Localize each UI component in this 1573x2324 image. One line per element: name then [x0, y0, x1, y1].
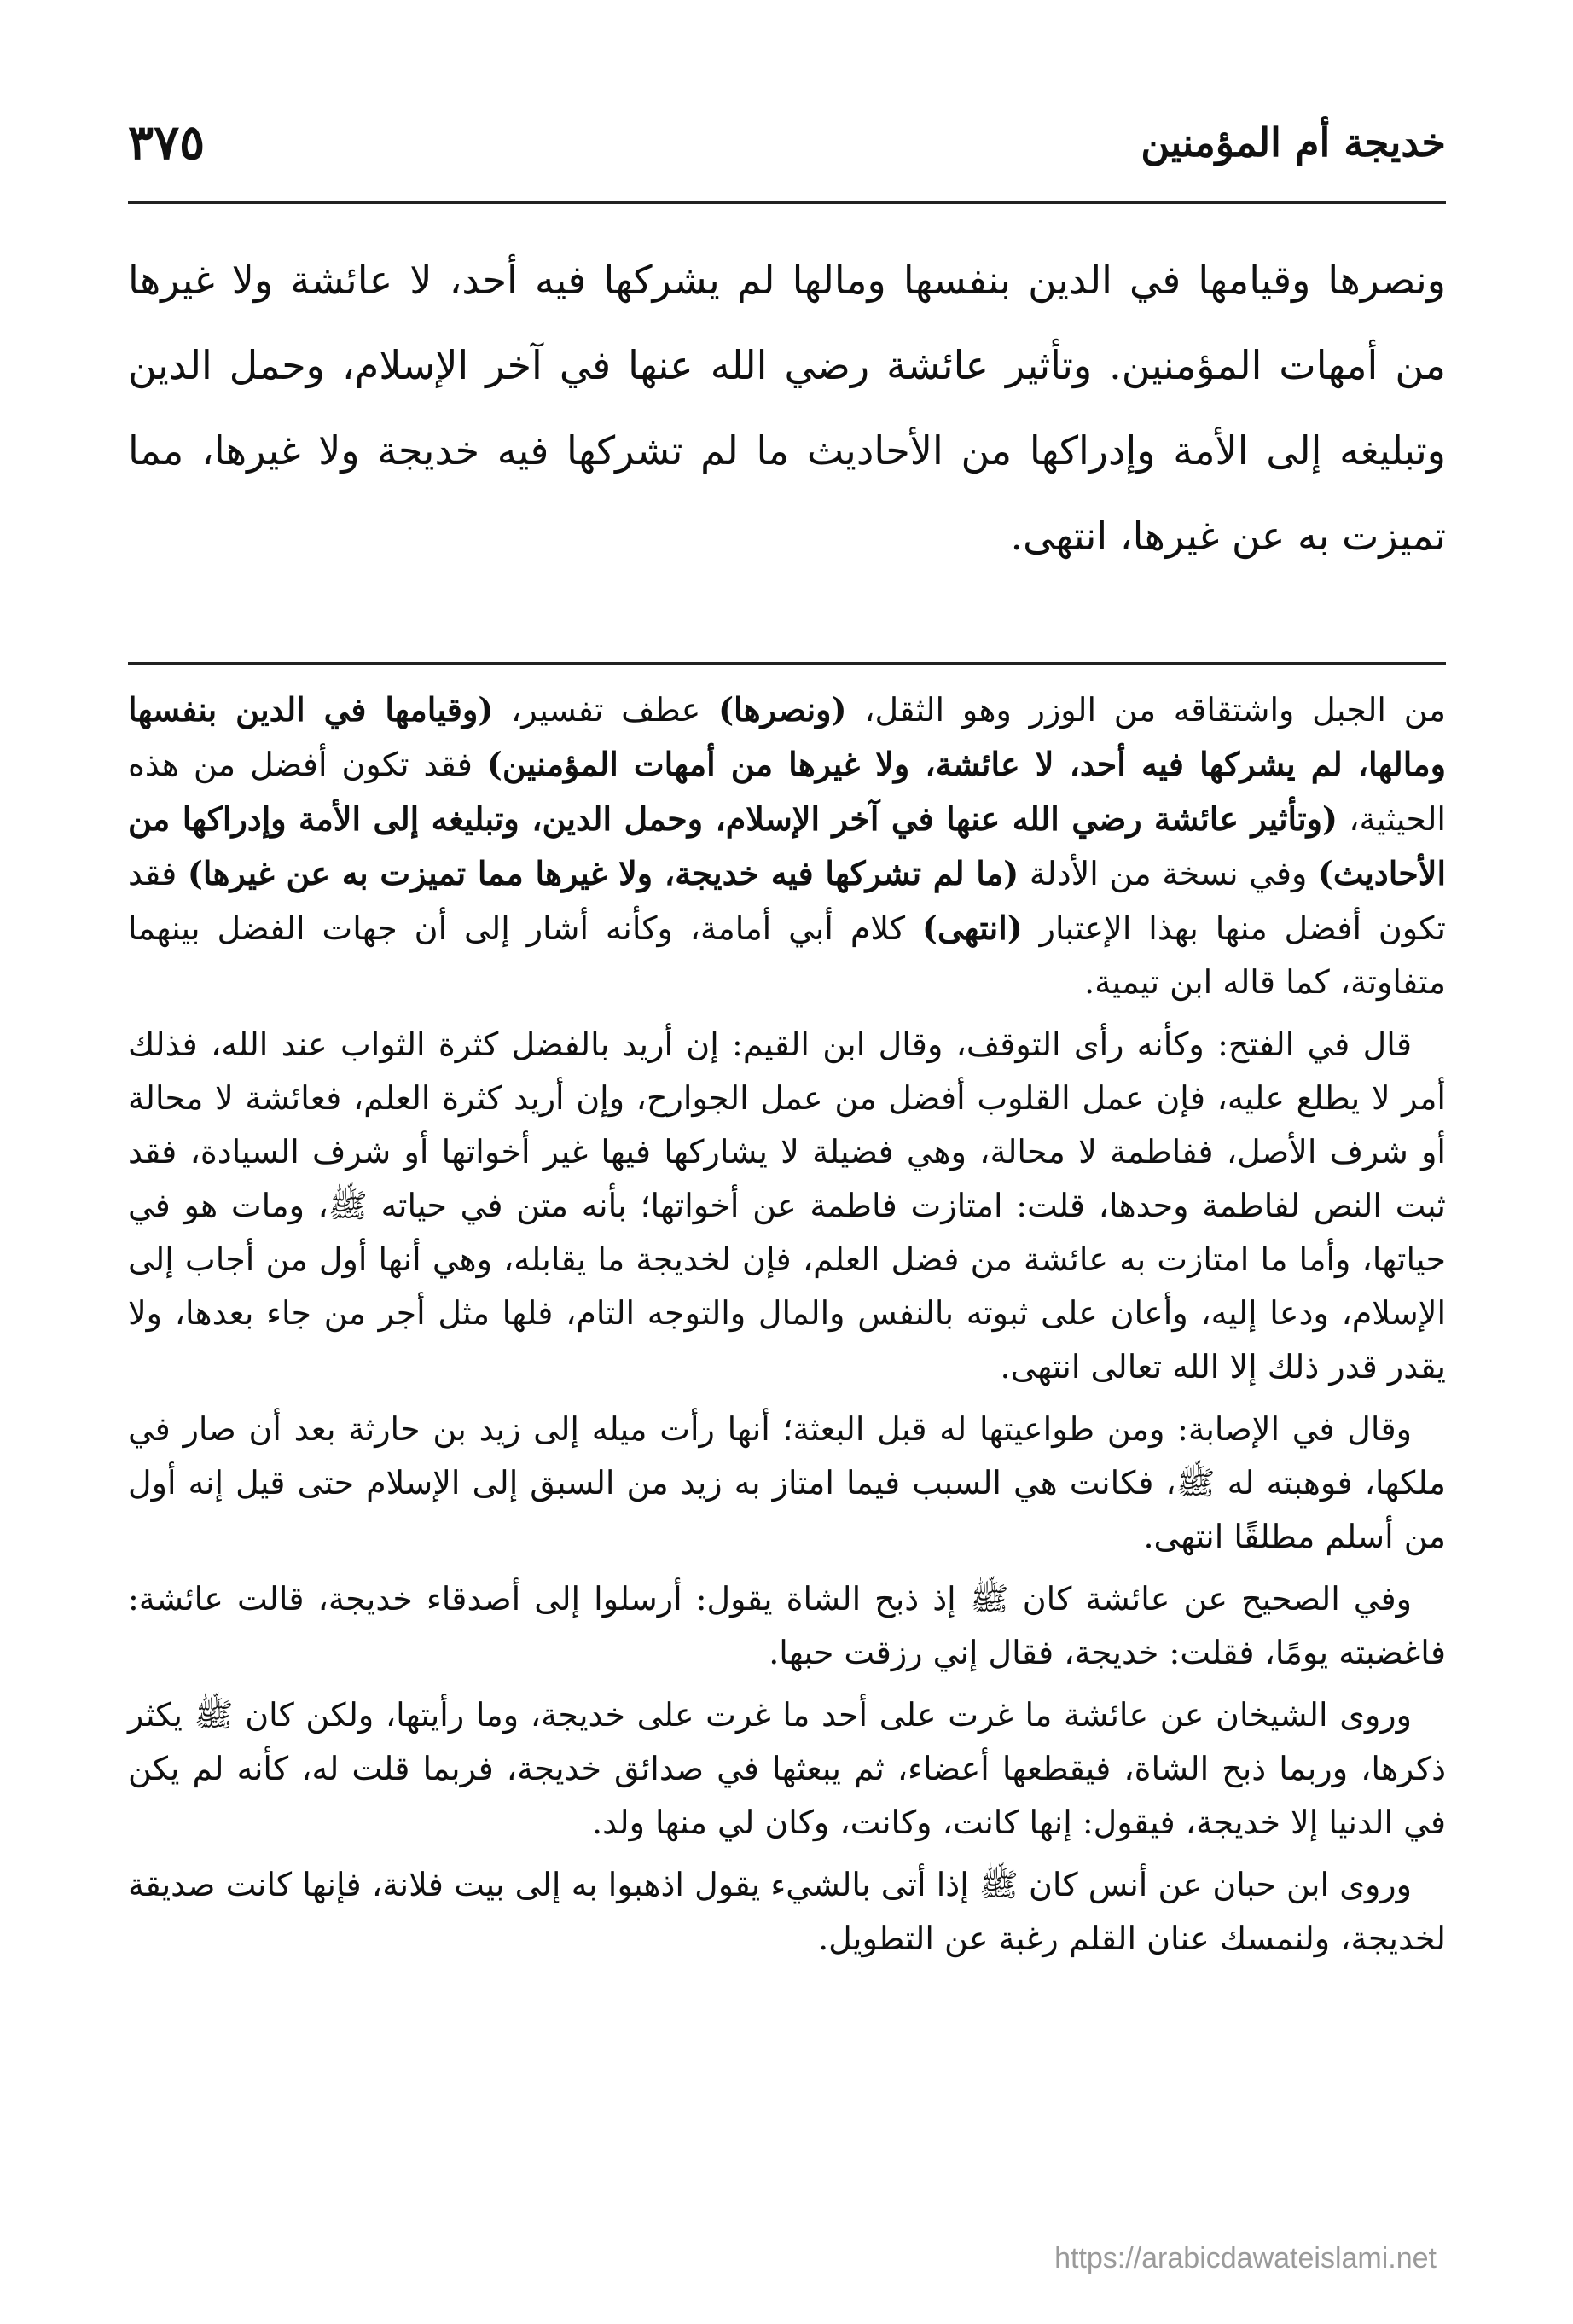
- commentary-paragraph-1: [128, 683, 1446, 1009]
- commentary-text: وفي نسخة من الأدلة: [1019, 855, 1318, 892]
- commentary-text: عطف تفسير،: [493, 691, 719, 729]
- quoted-matn: (وتأثير عائشة رضي الله عنها في آخر الإسلام، وحمل الدين، وتبليغه إلى الأمة وإدراكها من الأحاديث): [128, 799, 1446, 892]
- commentary-text: كلام أبي أمامة، وكأنه أشار إلى أن جهات الفضل بينهما متفاوتة، كما قاله ابن تيمية.: [128, 909, 1446, 1001]
- watermark-url: https://arabicdawateislami.net: [1054, 2242, 1437, 2275]
- commentary-paragraph-4: وفي الصحيح عن عائشة كان ﷺ إذ ذبح الشاة يقول: أرسلوا إلى أصدقاء خديجة، قالت عائشة: فاغضبته يومًا، فقلت: خديجة، فقال إني رزقت حبها.: [128, 1580, 1446, 1671]
- commentary-paragraph-5: وروى الشيخان عن عائشة ما غرت على أحد ما غرت على خديجة، وما رأيتها، ولكن كان ﷺ يكثر ذكرها، وربما ذبح الشاة، فيقطعها أعضاء، ثم يبعثها في صدائق خديجة، فربما قلت له، كأنه لم يكن في الدنيا إلا خديجة، فيقول: إنها كانت، وكانت، وكان لي منها ولد.: [128, 1696, 1446, 1841]
- commentary-text: من الجبل واشتقاقه من الوزر وهو الثقل،: [846, 691, 1446, 729]
- running-title: خديجة أم المؤمنين: [1141, 119, 1446, 166]
- commentary-paragraph-2: قال في الفتح: وكأنه رأى التوقف، وقال ابن القيم: إن أريد بالفضل كثرة الثواب عند الله، فذلك أمر لا يطلع عليه، فإن عمل القلوب أفضل من عمل الجوارح، وإن أريد كثرة العلم، فعائشة لا محالة أو شرف الأصل، ففاطمة لا محالة، وهي فضيلة لا يشاركها فيها غير أخواتها أو شرف السيادة، فقد ثبت النص لفاطمة وحدها، قلت: امتازت فاطمة عن أخواتها؛ بأنه متن في حياته ﷺ، ومات هو في حياتها، وأما ما امتازت به عائشة من فضل العلم، فإن لخديجة ما يقابله، وهي أنها أول من أجاب إلى الإسلام، ودعا إليه، وأعان على ثبوته بالنفس والمال والتوجه التام، فلها مثل أجر من جاء بعدها، ولا يقدر قدر ذلك إلا الله تعالى انتهى.: [128, 1025, 1446, 1386]
- commentary-paragraph-6: وروى ابن حبان عن أنس كان ﷺ إذا أتى بالشيء يقول اذهبوا به إلى بيت فلانة، فإنها كانت صديقة لخديجة، ولنمسك عنان القلم رغبة عن التطويل.: [128, 1866, 1446, 1957]
- commentary-text: فقد تكون أفضل منها بهذا الإعتبار: [128, 855, 1446, 947]
- page-number: ٣٧٥: [128, 114, 206, 171]
- commentary-text: فقد تكون أفضل من هذه الحيثية،: [128, 746, 1446, 838]
- commentary-paragraph-3: وقال في الإصابة: ومن طواعيتها له قبل البعثة؛ أنها رأت ميله إلى زيد بن حارثة بعد أن صار في ملكها، فوهبته له ﷺ، فكانت هي السبب فيما امتاز به زيد من السبق إلى الإسلام حتى قيل إنه أول من أسلم مطلقًا انتهى.: [128, 1410, 1446, 1555]
- quoted-matn: (وقيامها في الدين بنفسها ومالها، لم يشركها فيه أحد، لا عائشة، ولا غيرها من أمهات المؤمنين): [128, 690, 1446, 783]
- main-text: ونصرها وقيامها في الدين بنفسها ومالها لم يشركها فيه أحد، لا عائشة ولا غيرها من أمهات المؤمنين. وتأثير عائشة رضي الله عنها في آخر الإسلام، وحمل الدين وتبليغه إلى الأمة وإدراكها من الأحاديث ما لم تشركها فيه خديجة ولا غيرها، مما تميزت به عن غيرها، انتهى.: [128, 257, 1446, 559]
- commentary: [128, 683, 1446, 1974]
- commentary-divider: [128, 662, 1446, 665]
- header-divider: [128, 201, 1446, 204]
- quoted-matn: (انتهى): [922, 909, 1023, 947]
- quoted-matn: (ما لم تشركها فيه خديجة، ولا غيرها مما تميزت به عن غيرها): [187, 854, 1019, 892]
- page-header: [128, 111, 1446, 179]
- quoted-matn: (ونصرها): [718, 690, 847, 729]
